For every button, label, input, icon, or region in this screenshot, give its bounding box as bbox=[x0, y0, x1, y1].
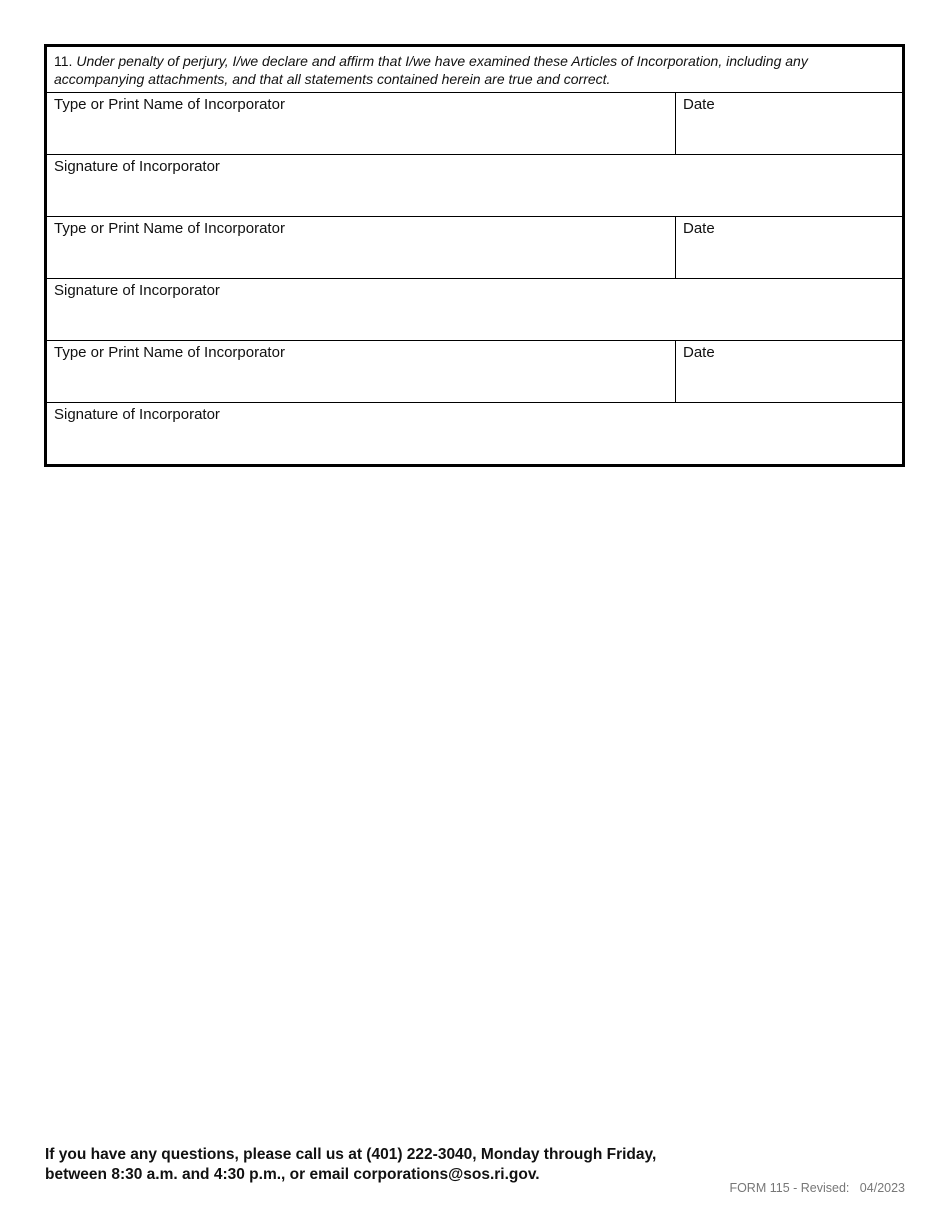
incorporator-signature-field[interactable] bbox=[47, 155, 902, 216]
incorporator-name-label: Type or Print Name of Incorporator bbox=[54, 344, 285, 361]
date-field[interactable] bbox=[676, 217, 902, 278]
incorporator-signature-row bbox=[47, 403, 902, 464]
signature-label: Signature of Incorporator bbox=[54, 158, 220, 175]
signature-label: Signature of Incorporator bbox=[54, 406, 220, 423]
incorporator-name-field[interactable] bbox=[47, 93, 676, 154]
form-revision-label: FORM 115 - Revised: 04/2023 bbox=[729, 1181, 905, 1195]
incorporator-signature-field[interactable] bbox=[47, 403, 902, 464]
contact-info-line: between 8:30 a.m. and 4:30 p.m., or email corporations@sos.ri.gov. bbox=[45, 1166, 540, 1183]
incorporator-name-row bbox=[47, 217, 902, 279]
incorporator-signature-field[interactable] bbox=[47, 279, 902, 340]
declaration-statement: Under penalty of perjury, I/we declare and affirm that I/we have examined these Articles of Incorporation, including any accompanying attachments, and that all statements contained herein are true and correct. bbox=[54, 53, 808, 87]
date-label: Date bbox=[683, 344, 715, 361]
incorporator-name-label: Type or Print Name of Incorporator bbox=[54, 220, 285, 237]
date-field[interactable] bbox=[676, 341, 902, 402]
incorporator-signature-row bbox=[47, 279, 902, 341]
incorporator-name-row bbox=[47, 93, 902, 155]
item-number: 11. bbox=[54, 53, 73, 69]
signature-label: Signature of Incorporator bbox=[54, 282, 220, 299]
date-label: Date bbox=[683, 220, 715, 237]
incorporator-signature-row bbox=[47, 155, 902, 217]
perjury-declaration bbox=[47, 47, 902, 93]
contact-info bbox=[45, 1145, 656, 1185]
incorporator-name-field[interactable] bbox=[47, 341, 676, 402]
date-label: Date bbox=[683, 96, 715, 113]
date-field[interactable] bbox=[676, 93, 902, 154]
incorporator-name-label: Type or Print Name of Incorporator bbox=[54, 96, 285, 113]
incorporator-signature-section bbox=[44, 44, 905, 467]
incorporator-name-row bbox=[47, 341, 902, 403]
contact-info-line: If you have any questions, please call us at (401) 222-3040, Monday through Friday, bbox=[45, 1146, 657, 1163]
incorporator-name-field[interactable] bbox=[47, 217, 676, 278]
